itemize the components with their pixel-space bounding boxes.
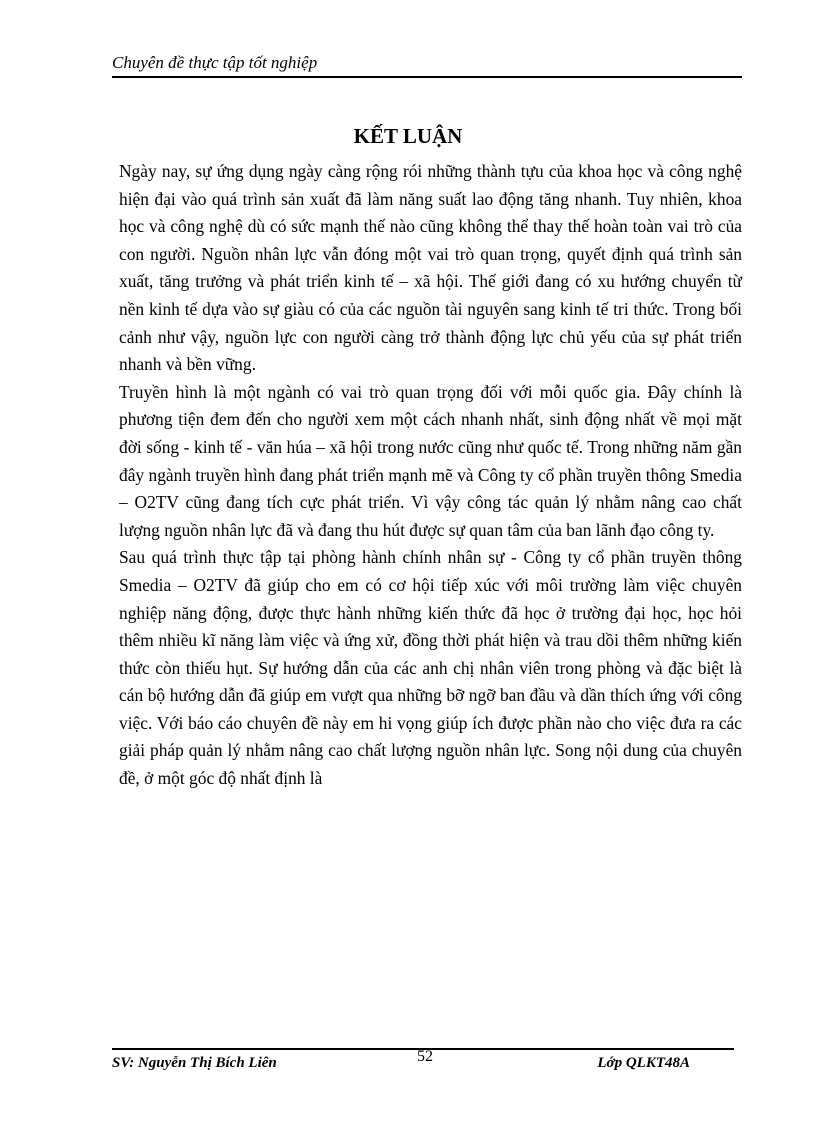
page-number: 52 [417,1048,433,1065]
paragraph: Truyền hình là một ngành có vai trò quan trọng đối với mỗi quốc gia. Đây chính là phương tiện đem đến cho người xem một cách nhanh nhất, sinh động nhất về mọi mặt đời sống - kinh tế - văn húa – xã hội trong nước cũng như quốc tế. Trong những năm gần đây ngành truyền hình đang phát triển mạnh mẽ và Công ty cổ phần truyền thông Smedia – O2TV cũng đang tích cực phát triển. Vì vậy công tác quản lý nhằm nâng cao chất lượng nguồn nhân lực đã và đang thu hút được sự quan tâm của ban lãnh đạo công ty. [119,381,742,540]
section-heading: KẾT LUẬN [353,124,463,148]
paragraph: Sau quá trình thực tập tại phòng hành chính nhân sự - Công ty cổ phần truyền thông Smedia – O2TV đã giúp cho em có cơ hội tiếp xúc với môi trường làm việc chuyên nghiệp năng động, được thực hành những kiến thức đã học ở trường đại học, học hỏi thêm nhiều kĩ năng làm việc và ứng xử, đồng thời phát hiện và trau dồi thêm những kiến thức còn thiếu hụt. Sự hướng dẫn của các anh chị nhân viên trong phòng và đặc biệt là cán bộ hướng dẫn đã giúp em vượt qua những bỡ ngỡ ban đầu và dần thích ứng với công việc. Với báo cáo chuyên đề này em hi vọng giúp ích được phần nào cho việc đưa ra các giải pháp quản lý nhằm nâng cao chất lượng nguồn nhân lực. Song nội dung của chuyên đề, ở một góc độ nhất định là [119,547,742,789]
header-title: Chuyên đề thực tập tốt nghiệp [112,53,318,72]
footer-class: Lớp QLKT48A [597,1055,690,1071]
body-text [119,158,742,793]
page-header [112,52,742,78]
footer-student-name: SV: Nguyễn Thị Bích Liên [112,1055,277,1071]
paragraph: Ngày nay, sự ứng dụng ngày càng rộng rói những thành tựu của khoa học và công nghệ hiện đại vào quá trình sản xuất đã làm năng suất lao động tăng nhanh. Tuy nhiên, khoa học và công nghệ dù có sức mạnh thế nào cũng không thể thay thế hoàn toàn vai trò của con người. Nguồn nhân lực vẫn đóng một vai trò quan trọng, quyết định quá trình sản xuất, tăng trưởng và phát triển kinh tế – xã hội. Thế giới đang có xu hướng chuyển từ nền kinh tế dựa vào sự giàu có của các nguồn tài nguyên sang kinh tế tri thức. Trong bối cảnh như vậy, nguồn lực con người càng trở thành động lực chủ yếu của sự phát triển nhanh và bền vững. [119,161,742,375]
page-footer [112,1048,734,1076]
